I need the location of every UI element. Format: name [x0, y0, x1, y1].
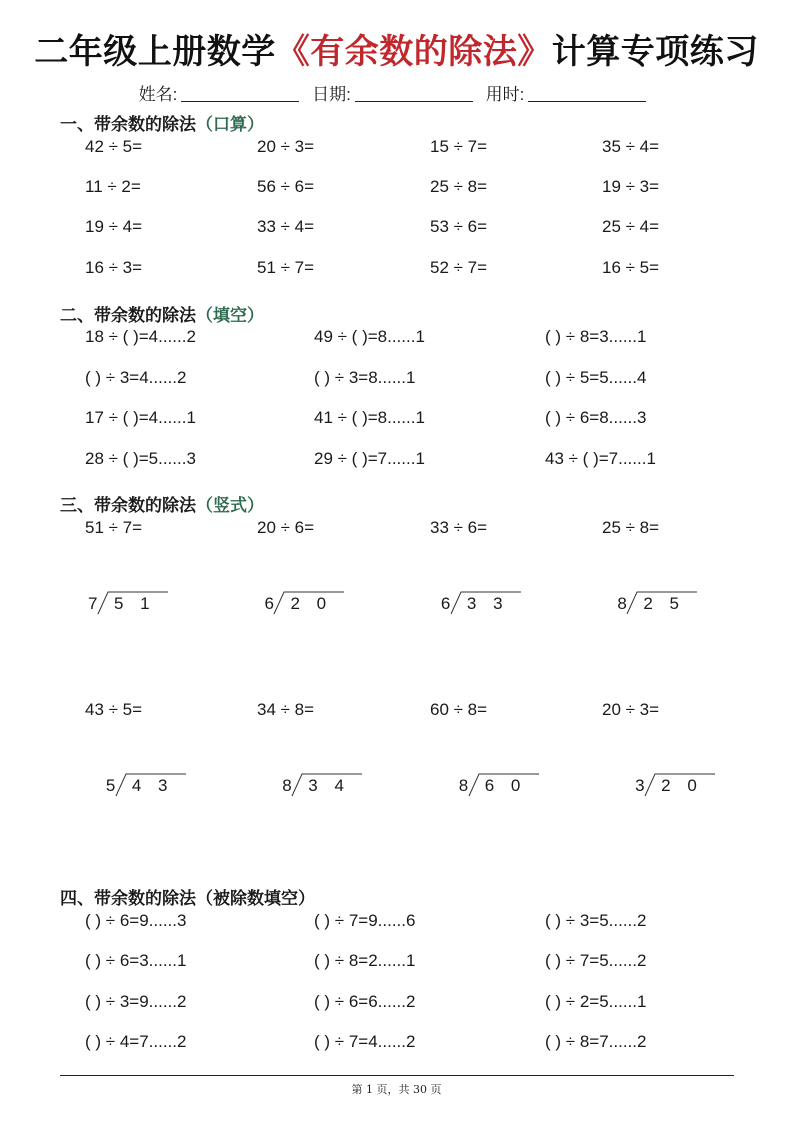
- dividend: 5 1: [114, 594, 156, 613]
- s2-problem: ( ) ÷ 5=5......4: [545, 368, 647, 387]
- student-info-line: [0, 80, 793, 105]
- section-1-title: [60, 110, 264, 135]
- dividend: 3 4: [308, 776, 350, 795]
- date-blank[interactable]: [355, 85, 473, 102]
- s2-problem: ( ) ÷ 6=8......3: [545, 408, 647, 427]
- section-4-heading: 四、带余数的除法: [60, 889, 196, 909]
- s4-problem: ( ) ÷ 2=5......1: [545, 992, 647, 1011]
- s2-problem: 17 ÷ ( )=4......1: [85, 408, 196, 427]
- s1-problem: 16 ÷ 3=: [85, 258, 143, 277]
- s4-problem: ( ) ÷ 7=9......6: [314, 911, 416, 930]
- s4-problem: ( ) ÷ 8=2......1: [314, 951, 416, 970]
- title-part-1: 二年级上册数学: [34, 32, 276, 72]
- s4-problem: ( ) ÷ 6=6......2: [314, 992, 416, 1011]
- s2-problem: 29 ÷ ( )=7......1: [314, 449, 425, 468]
- s1-problem: 33 ÷ 4=: [257, 217, 315, 236]
- title-part-2: 《有余数的除法》: [275, 32, 552, 72]
- s2-problem: 41 ÷ ( )=8......1: [314, 408, 425, 427]
- s1-problem: 51 ÷ 7=: [257, 258, 315, 277]
- s3-problem: 33 ÷ 6=: [430, 518, 488, 537]
- s2-problem: 49 ÷ ( )=8......1: [314, 327, 425, 346]
- s3-problem: 51 ÷ 7=: [85, 518, 143, 537]
- divisor: 3: [635, 776, 645, 795]
- section-2-hint: （填空）: [196, 306, 264, 326]
- footer-divider: [60, 1075, 734, 1076]
- s3-problem: 60 ÷ 8=: [430, 700, 488, 719]
- s1-problem: 19 ÷ 4=: [85, 217, 143, 236]
- date-label: 日期:: [312, 85, 351, 104]
- s2-problem: 28 ÷ ( )=5......3: [85, 449, 196, 468]
- dividend: 4 3: [131, 776, 174, 795]
- divisor: 8: [617, 594, 627, 613]
- dividend: 2 0: [290, 594, 333, 613]
- s1-problem: 16 ÷ 5=: [602, 258, 660, 277]
- s2-problem: ( ) ÷ 3=8......1: [314, 368, 416, 387]
- s3-problem: 25 ÷ 8=: [602, 518, 660, 537]
- dividend: 2 0: [661, 776, 703, 795]
- s1-problem: 11 ÷ 2=: [85, 177, 141, 196]
- dividend: 2 5: [643, 594, 685, 613]
- divisor: 5: [105, 776, 116, 795]
- title-part-3: 计算专项练习: [551, 32, 759, 72]
- s4-problem: ( ) ÷ 7=5......2: [545, 951, 647, 970]
- s1-problem: 35 ÷ 4=: [602, 137, 660, 156]
- section-2-heading: 二、带余数的除法: [60, 306, 196, 326]
- s4-problem: ( ) ÷ 6=3......1: [85, 951, 187, 970]
- s2-problem: 43 ÷ ( )=7......1: [545, 449, 656, 468]
- s4-problem: ( ) ÷ 7=4......2: [314, 1032, 416, 1051]
- page-number: 第 1 页，共 30 页: [351, 1083, 442, 1096]
- s1-problem: 19 ÷ 3=: [602, 177, 660, 196]
- s2-problem: ( ) ÷ 3=4......2: [85, 368, 187, 387]
- s1-problem: 53 ÷ 6=: [430, 217, 488, 236]
- divisor: 6: [264, 594, 274, 613]
- section-2-title: [60, 301, 264, 326]
- section-4-hint: （被除数填空）: [196, 889, 315, 909]
- divisor: 6: [440, 594, 451, 613]
- name-blank[interactable]: [181, 85, 299, 102]
- divisor: 8: [458, 776, 469, 795]
- s1-problem: 15 ÷ 7=: [430, 137, 488, 156]
- page-title: [0, 24, 793, 73]
- s3-problem: 43 ÷ 5=: [85, 700, 143, 719]
- s1-problem: 20 ÷ 3=: [257, 137, 315, 156]
- s1-problem: 42 ÷ 5=: [85, 137, 143, 156]
- divisor: 7: [88, 594, 98, 613]
- s1-problem: 56 ÷ 6=: [257, 177, 315, 196]
- s4-problem: ( ) ÷ 4=7......2: [85, 1032, 187, 1051]
- section-4-title: [60, 884, 315, 909]
- s4-problem: ( ) ÷ 3=5......2: [545, 911, 647, 930]
- section-1-heading: 一、带余数的除法: [60, 115, 196, 135]
- s4-problem: ( ) ÷ 3=9......2: [85, 992, 187, 1011]
- time-blank[interactable]: [528, 85, 646, 102]
- s1-problem: 52 ÷ 7=: [430, 258, 488, 277]
- s3-problem: 20 ÷ 3=: [602, 700, 660, 719]
- s3-problem: 34 ÷ 8=: [257, 700, 315, 719]
- section-3-title: [60, 491, 264, 516]
- s1-problem: 25 ÷ 8=: [430, 177, 488, 196]
- section-1-hint: （口算）: [196, 115, 264, 135]
- s2-problem: ( ) ÷ 8=3......1: [545, 327, 647, 346]
- dividend: 6 0: [484, 776, 527, 795]
- section-3-heading: 三、带余数的除法: [60, 496, 196, 516]
- dividend: 3 3: [466, 594, 509, 613]
- divisor: 8: [282, 776, 292, 795]
- time-label: 用时:: [485, 85, 525, 104]
- section-3-hint: （竖式）: [196, 496, 264, 516]
- s4-problem: ( ) ÷ 6=9......3: [85, 911, 187, 930]
- s3-problem: 20 ÷ 6=: [257, 518, 315, 537]
- s4-problem: ( ) ÷ 8=7......2: [545, 1032, 647, 1051]
- s1-problem: 25 ÷ 4=: [602, 217, 660, 236]
- s2-problem: 18 ÷ ( )=4......2: [85, 327, 196, 346]
- name-label: 姓名:: [138, 85, 178, 104]
